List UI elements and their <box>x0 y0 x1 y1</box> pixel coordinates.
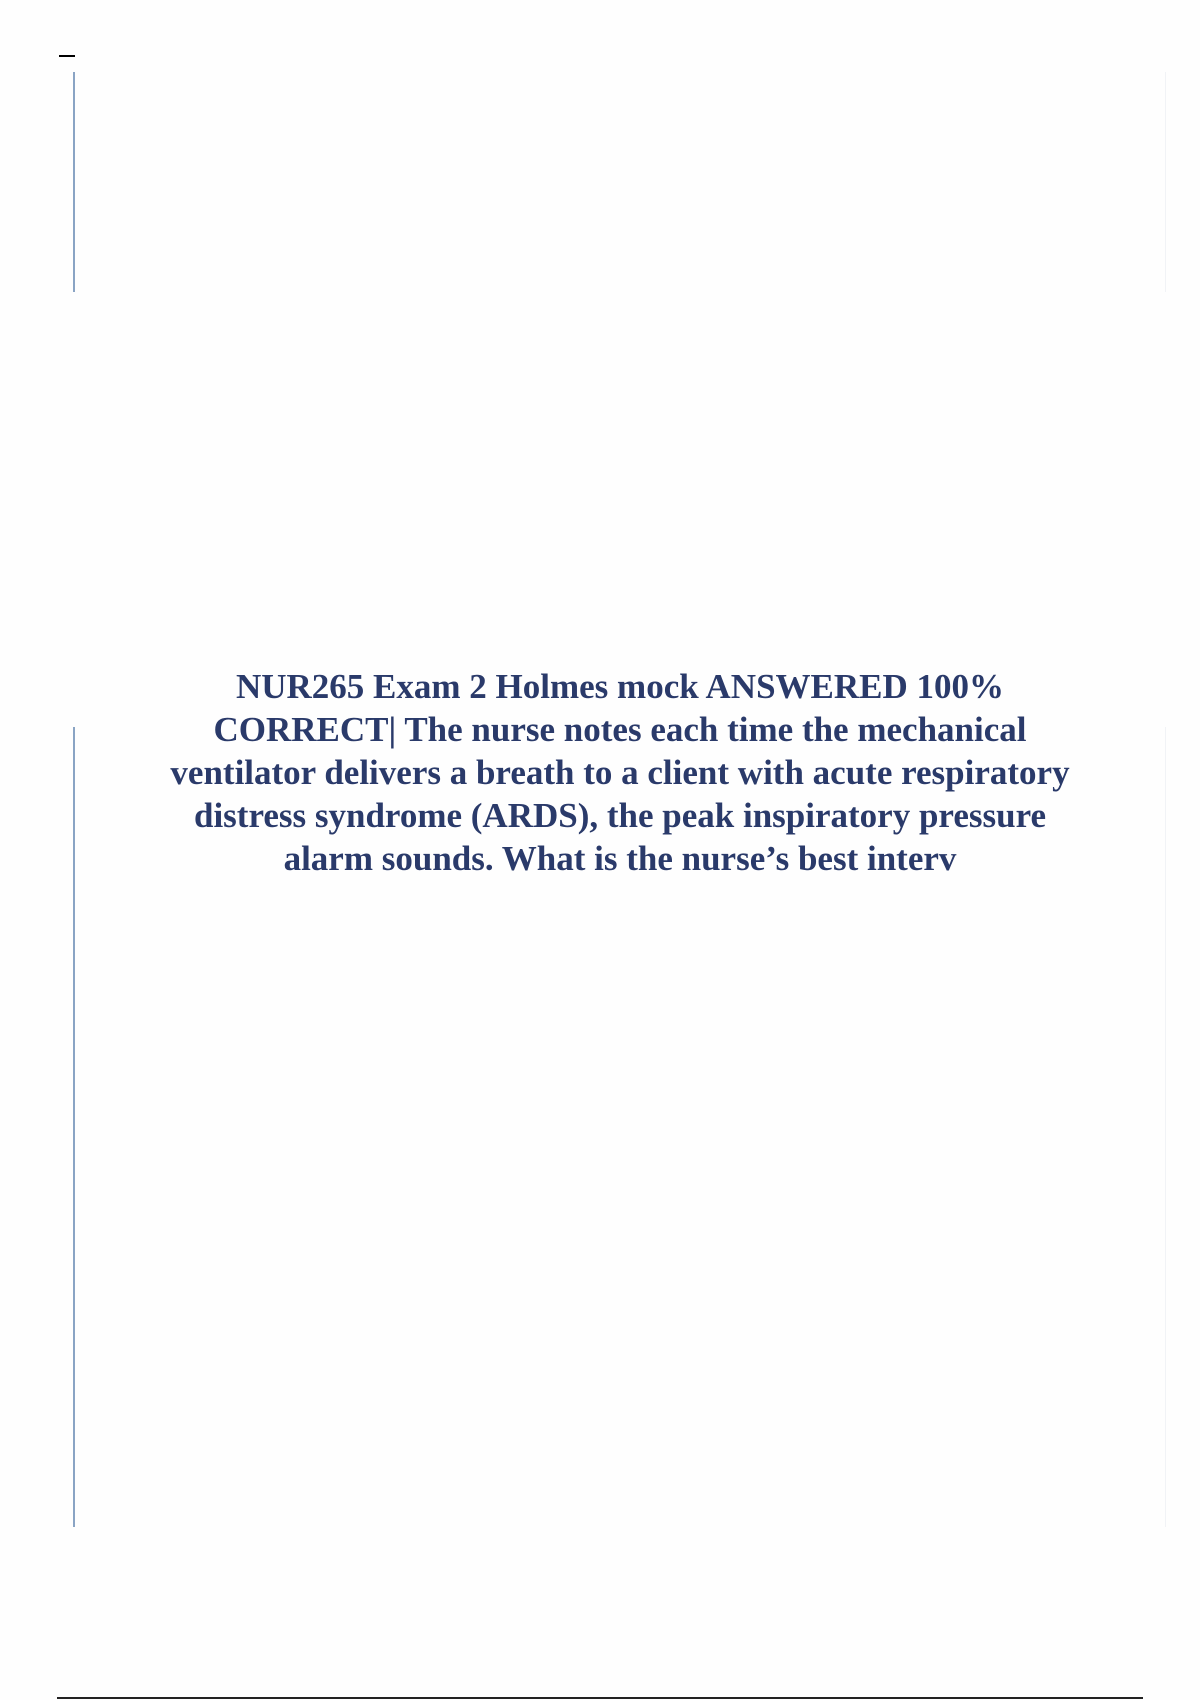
right-margin-rule-bottom <box>1165 727 1166 1527</box>
right-margin-rule-top <box>1165 72 1166 292</box>
document-title: NUR265 Exam 2 Holmes mock ANSWERED 100% CORRECT| The nurse notes each time the mechanical ventilator delivers a breath to a client with acute respiratory distress syndrome (ARDS), the peak inspiratory pressure alarm sounds. What is the nurse’s best interv <box>170 667 1070 878</box>
title-block <box>160 665 1080 880</box>
footer-rule <box>57 1697 1143 1699</box>
left-margin-rule-top <box>73 72 75 292</box>
corner-dash-mark <box>59 55 75 57</box>
left-margin-rule-bottom <box>73 727 75 1527</box>
